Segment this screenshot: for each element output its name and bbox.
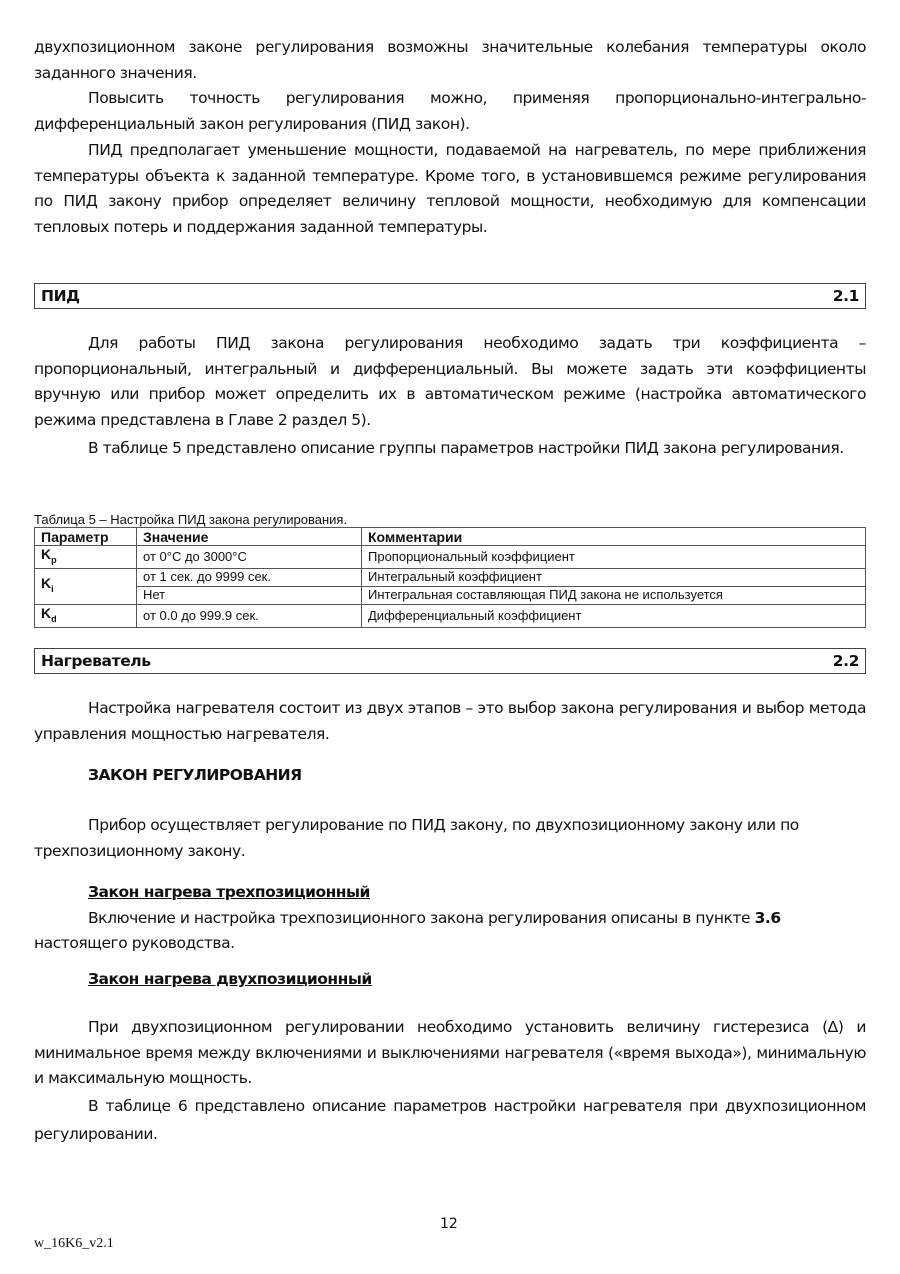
value-cell: Нет [137,586,362,604]
intro-paragraph-2: Повысить точность регулирования можно, применяя пропорционально-интегрально-дифференциальный закон регулирования (ПИД закон). [34,89,866,134]
value-cell: от 1 сек. до 9999 сек. [137,568,362,586]
pid-paragraph-1: Для работы ПИД закона регулирования необходимо задать три коэффициента – пропорциональный, интегральный и дифференциальный. Вы можете задать эти коэффициенты вручную или прибор может определить их в автоматическом режиме (настройка автоматического режима представлена в Главе 2 раздел 5). [34,334,866,430]
comment-cell: Интегральная составляющая ПИД закона не используется [362,586,866,604]
header-comments: Комментарии [362,528,866,546]
three-pos-text: Включение и настройка трехпозиционного закона регулирования описаны в пункте 3.6 настоящего руководства. [34,908,781,953]
intro-text [34,35,866,241]
section-title: ПИД [41,287,80,305]
reference-number: 3.6 [754,908,781,927]
two-pos-text [34,1015,866,1148]
value-cell: от 0°С до 3000°С [137,546,362,569]
law-text [34,813,866,864]
section-header-pid [34,283,866,309]
table-row [35,546,866,569]
two-pos-paragraph-2: В таблице 6 представлено описание параметров настройки нагревателя при двухпозиционном регулировании. [34,1097,866,1144]
heater-intro [34,696,866,747]
param-ki: $K_i$ [35,568,137,604]
law-paragraph: Прибор осуществляет регулирование по ПИД закону, по двухпозиционному закону или по трехпозиционному закону. [34,816,799,860]
law-heading: ЗАКОН РЕГУЛИРОВАНИЯ [88,766,302,784]
value-cell: от 0.0 до 999.9 сек. [137,604,362,627]
pid-section-text [34,331,866,462]
header-value: Значение [137,528,362,546]
pid-paragraph-2: В таблице 5 представлено описание группы параметров настройки ПИД закона регулирования. [88,438,844,457]
table-row [35,586,866,604]
param-kd: $K_d$ [35,604,137,627]
table-row [35,604,866,627]
two-pos-heading-block [34,970,866,989]
section-number: 2.2 [832,652,859,670]
comment-cell: Пропорциональный коэффициент [362,546,866,569]
intro-paragraph-1: двухпозиционном законе регулирования возможны значительные колебания температуры около заданного значения. [34,38,866,82]
table-header-row [35,528,866,546]
document-id: w_16K6_v2.1 [34,1236,114,1251]
section-header-heater [34,648,866,674]
comment-cell: Интегральный коэффициент [362,568,866,586]
page-number: 12 [440,1216,458,1232]
three-pos-block [34,880,866,957]
param-kp: $K_p$ [35,546,137,569]
table-caption: Таблица 5 – Настройка ПИД закона регулирования. [34,512,348,527]
intro-paragraph-3: ПИД предполагает уменьшение мощности, подаваемой на нагреватель, по мере приближения температуры объекта к заданной температуре. Кроме того, в установившемся режиме регулирования по ПИД закону прибор определяет величину тепловой мощности, необходимую для компенсации тепловых потерь и поддержания заданной температуры. [34,140,866,236]
two-pos-heading: Закон нагрева двухпозиционный [88,970,372,988]
header-parameter: Параметр [35,528,137,546]
law-heading-block [34,766,866,785]
heater-paragraph-1: Настройка нагревателя состоит из двух этапов – это выбор закона регулирования и выбор метода управления мощностью нагревателя. [34,699,866,743]
pid-settings-table [34,527,866,628]
table-row [35,568,866,586]
three-pos-heading: Закон нагрева трехпозиционный [88,883,370,901]
section-number: 2.1 [832,287,859,305]
section-title: Нагреватель [41,652,151,670]
two-pos-paragraph-1: При двухпозиционном регулировании необходимо установить величину гистерезиса (Δ) и минимальное время между включениями и выключениями нагревателя («время выхода»), минимальную и максимальную мощность. [34,1018,866,1088]
table5-container [34,512,866,628]
comment-cell: Дифференциальный коэффициент [362,604,866,627]
